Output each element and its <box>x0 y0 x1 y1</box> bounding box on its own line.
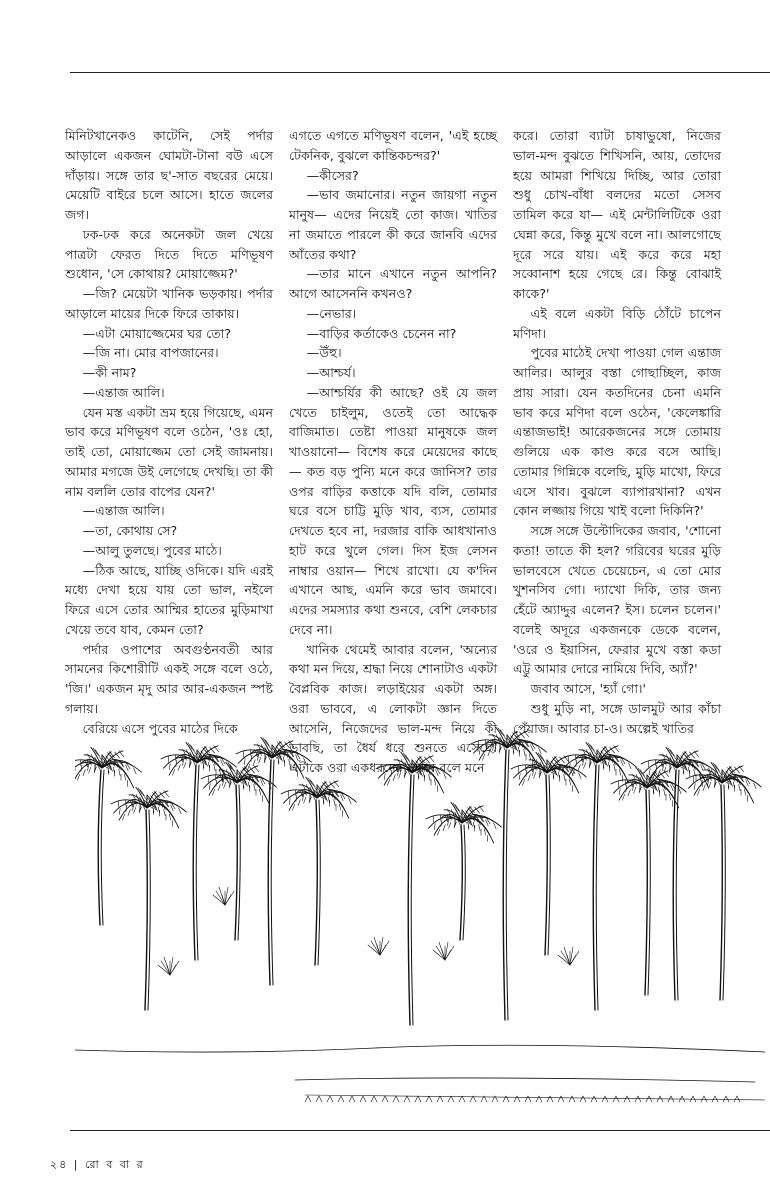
paragraph: —কী নাম? <box>82 365 137 380</box>
paragraph: —ভাব জমানোর। নতুন জায়গা নতুন মানুষ— এদের নিয়েই তো কাজ। খাতির না জমাতে পারলে কী করে জানবি এদের আঁতের কথা? <box>289 187 497 262</box>
magazine-name: রো ব বা র <box>85 1158 145 1171</box>
paragraph: এই বলে একটা বিড়ি ঠোঁটে চাপেন মণিদা। <box>513 305 721 341</box>
page-number: ২৪ <box>50 1158 69 1171</box>
paragraph: —এন্তাজ আলি। <box>82 384 165 400</box>
paragraph: খানিক থেমেই আবার বলেন, 'অন্যের কথা মন দিয়ে, শ্রদ্ধা নিয়ে শোনাটাও একটা বৈপ্লবিক কাজ। লড়াইয়ের একটা অঙ্গ। ওরা ভাববে, এ লোকটা জ্ঞান দিতে আসেনি, নিজেদের ভাল-মন্দ নিয়ে কী ভাবছি, তা ধৈর্য ধরে শুনতে এসেছে। এটাকে ওরা একধরনের সম্মান বলে মনে <box>289 641 497 775</box>
text-column-3 <box>513 126 721 738</box>
paragraph: পর্দার ওপাশের অবগুণ্ঠনবতী আর সামনের কিশোরীটি একই সঙ্গে বলে ওঠে, 'জি।' একজন মৃদু আর আর-একজন স্পষ্ট গলায়। <box>65 641 273 716</box>
paragraph: এগতে এগতে মণিভূষণ বলেন, 'এই হচ্ছে টেকনিক, বুঝলে কান্তিকচন্দর?' <box>289 128 497 163</box>
paragraph: —এটা মোয়াজ্জেমের ঘর তো? <box>82 325 232 341</box>
paragraph: —নেভার। <box>306 305 357 321</box>
footer-rule <box>70 1130 770 1131</box>
text-column-2 <box>289 126 497 778</box>
paragraph: —তার মানে এখানে নতুন আপনি? আগে আসেননি কখনও? <box>289 266 497 301</box>
paragraph: —তা, কোথায় সে? <box>82 523 178 538</box>
paragraph: শুধু মুড়ি না, সঙ্গে ডালমুট আর কাঁচা পেঁয়াজ। আবার চা-ও। অল্পেই খাতির <box>513 700 721 736</box>
paragraph: মিনিটখানেকও কাটেনি, সেই পর্দার আড়ালে একজন ঘোমটা-টানা বউ এসে দাঁড়ায়। সঙ্গে তার ছ'-সাত বছরের মেয়ে। মেয়েটি বাইরে চলে আসে। হাতে জলের জগ। <box>65 128 273 222</box>
paragraph: —বাড়ির কর্তাকেও চেনেন না? <box>306 325 457 341</box>
paragraph: করে। তোরা ব্যাটা চাষাভুষো, নিজের ভাল-মন্দ বুঝতে শিখিসনি, আয়, তোদের হয়ে আমরা শিখিয়ে দিচ্ছি, আর তোরা শুধু চোখ-বাঁধা বলদের মতো সেসব তামিল করে যা— এই মেন্টালিটিকে ওরা ঘেন্না করে, কিন্তু মুখে বলে না। আলগোছে দূরে সরে যায়। এই করে করে মহা সব্বোনাশ হয়ে গেছে রে। কিন্তু বোঝাই কাকে?' <box>513 128 721 301</box>
paragraph: —জি না। মোর বাপজানের। <box>82 345 219 361</box>
paragraph: সঙ্গে সঙ্গে উল্টোদিকের জবাব, 'শোনো কতা! তাতে কী হল? গরিবের ঘরের মুড়ি ভালবেসে খেতে চেয়েচেন, এ তো মোর খুশনসিব গো। দ্যাখো দিকি, তার জন্য হেঁটে অ্যাদ্দুর এলেন? ইস। চলেন চলেন।' বলেই অদূরে একজনকে ডেকে বলেন, 'ওরে ও ইয়াসিন, ফেরার মুখে বস্তা কডা এট্টু আমার দোরে নামিয়ে দিবি, অ্যাঁ?' <box>513 523 721 677</box>
paragraph: জবাব আসে, 'হ্যাঁ গো।' <box>530 681 647 696</box>
paragraph: —উঁহু। <box>306 345 342 361</box>
paragraph: —ঠিক আছে, যাচ্ছি ওদিকে। যদি এরই মধ্যে দেখা হয়ে যায় তো ভাল, নইলে ফিরে এসে তোর আম্মির হাতের মুড়িমাখা খেয়ে তবে যাব, কেমন তো? <box>65 562 273 637</box>
paragraph: ঢক-ঢক করে অনেকটা জল খেয়ে পাত্রটা ফেরত দিতে দিতে মণিভূষণ শুধোন, 'সে কোথায়? মোয়াজ্জেম?' <box>65 226 273 282</box>
paragraph: —জি? মেয়েটা খানিক ভড়কায়। পর্দার আড়ালে মায়ের দিকে ফিরে তাকায়। <box>65 286 273 321</box>
paragraph: —কীসের? <box>306 167 359 183</box>
paragraph: —আলু তুলছে। পুবের মাঠে। <box>82 542 222 558</box>
text-column-1 <box>65 126 273 738</box>
paragraph: বেরিয়ে এসে পুবের মাঠের দিকে <box>82 720 238 736</box>
folio: ২৪ | রো ব বা র <box>50 1158 145 1171</box>
header-rule <box>70 72 770 73</box>
paragraph: —আশ্চর্য। <box>306 365 356 380</box>
paragraph: —আশ্চর্যির কী আছে? ওই যে জল খেতে চাইলুম, ওতেই তো আদ্ধেক বাজিমাত। তেষ্টা পাওয়া মানুষকে জল খাওয়ানো— বিশেষ করে মেয়েদের কাছে— কত বড় পুন্যি মনে করে জানিস? তার ওপর বাড়ির কত্তাকে যদি বলি, তোমার ঘরে বসে চাট্টি মুড়ি খাব, ব্যস, তোমার দেখতে হবে না, দরজার বাকি আধখানাও হাট করে খুলে গেল। দিস ইজ লেসন নাম্বার ওয়ান— শিখে রাখো। যে ক'দিন এখানে আছ, এমনি করে ভাব জমাবে। এদের সমস্যার কথা শুনবে, বেশি লেকচার দেবে না। <box>289 384 497 637</box>
paragraph: পুবের মাঠেই দেখা পাওয়া গেল এন্তাজ আলির। আলুর বস্তা গোছাচ্ছিল, কাজ প্রায় সারা। যেন কতদিনের চেনা এমনি ভাব করে মণিদা বলে ওঠেন, 'কেলেঙ্কারি এন্তাজভাই! আরেকজনের সঙ্গে তোমায় গুলিয়ে এক কাণ্ড করে বসে আছি। তোমার গিন্নিকে বলেছি, মুড়ি মাখো, ফিরে এসে খাব। বুঝলে ব্যাপারখানা? এখন কোন লজ্জায় গিয়ে খাই বলো দিকিনি?' <box>513 345 721 519</box>
paragraph: —এন্তাজ আলি। <box>82 503 165 519</box>
palm-trees-illustration <box>75 710 765 1110</box>
paragraph: যেন মস্ত একটা ভ্রম হয়ে গিয়েছে, এমন ভাব করে মণিভূষণ বলে ওঠেন, 'ওঃ হো, তাই তো, মোয়াজ্জেম তো সেই জামনায়। আমার মগজে উই লেগেছে দেখছি। তা কী নাম বললি তোর বাপের যেন?' <box>65 404 273 499</box>
